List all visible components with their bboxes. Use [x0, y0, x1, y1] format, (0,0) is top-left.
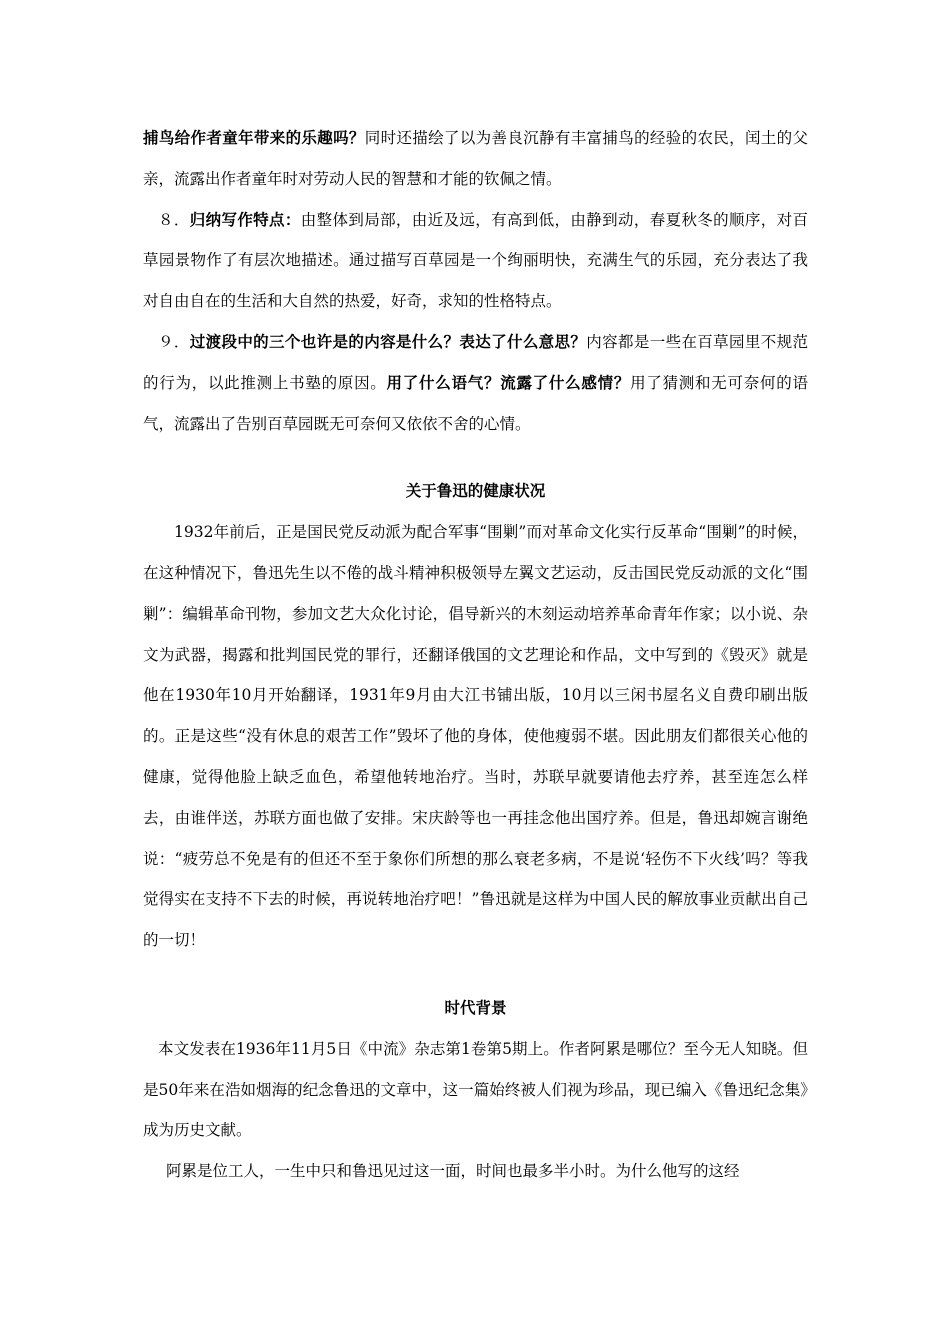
question-2-bold: 用了什么语气？流露了什么感情？	[386, 372, 631, 392]
section-title-health: 关于鲁迅的健康状况	[405, 481, 546, 501]
section-background-body-2: 阿累是位工人，一生中只和鲁迅见过这一面，时间也最多半小时。为什么他写的这经	[166, 1162, 740, 1181]
question-1-bold: 过渡段中的三个也许是的内容是什么？表达了什么意思？	[189, 331, 587, 351]
answer-2: 用了猜测和无可奈何的语气，流露出了告别百草园既无可奈何又依依不舍的心情。	[143, 373, 808, 433]
section-gap	[143, 961, 808, 988]
section-title-background: 时代背景	[444, 997, 507, 1017]
item-text: 由整体到局部，由近及远，有高到低，由静到动，春夏秋冬的顺序，对百草园景物作了有层次地描述。通过描写百草园是一个绚丽明快，充满生气的乐园，充分表达了我对自由自在的生活和大自然的热爱，好奇，求知的性格特点。	[143, 210, 808, 311]
item-label-bold: 归纳写作特点：	[189, 209, 301, 229]
answer-1: 内容都是一些在百草园里不规范的行为，以此推测上书塾的原因。	[143, 332, 808, 392]
section-background-body-1: 本文发表在1936年11月5日《中流》杂志第1卷第5期上。作者阿累是哪位？至今无人知晓。但是50年来在浩如烟海的纪念鲁迅的文章中，这一篇始终被人们视为珍品，现已编入《鲁迅纪念集》成为历史文献。	[143, 1039, 808, 1140]
section-health-body: 1932年前后，正是国民党反动派为配合军事“围剿”而对革命文化实行反革命“围剿”的时候，在这种情况下，鲁迅先生以不倦的战斗精神积极领导左翼文艺运动，反击国民党反动派的文化“围剿”：编辑革命刊物，参加文艺大众化讨论，倡导新兴的木刻运动培养革命青年作家；以小说、杂文为武器，揭露和批判国民党的罪行，还翻译俄国的文艺理论和作品，文中写到的《毁灭》就是他在1930年10月开始翻译，1931年9月由大江书铺出版，10月以三闲书屋名义自费印刷出版的。正是这些“没有休息的艰苦工作”毁坏了他的身体，使他瘦弱不堪。因此朋友们都很关心他的健康，觉得他脸上缺乏血色，希望他转地治疗。当时，苏联早就要请他去疗养，甚至连怎么样去，由谁伴送，苏联方面也做了安排。宋庆龄等也一再挂念他出国疗养。但是，鲁迅却婉言谢绝说：“疲劳总不免是有的但还不至于象你们所想的那么衰老多病，不是说‘轻伤不下火线’吗？等我觉得实在支持不下去的时候，再说转地治疗吧！”鲁迅就是这样为中国人民的解放事业贡献出自己的一切！	[143, 523, 808, 950]
section-gap	[143, 444, 808, 471]
item-number: ９．	[158, 332, 190, 351]
document-page	[143, 118, 808, 1192]
paragraph-7-continuation	[143, 118, 808, 200]
question-bold: 捕鸟给作者童年带来的乐趣吗？	[143, 128, 365, 147]
item-number: ８．	[158, 210, 190, 229]
paragraph-9	[143, 322, 808, 444]
paragraph-8	[143, 200, 808, 322]
answer-text: 同时还描绘了以为善良沉静有丰富捕鸟的经验的农民，闰土的父亲，流露出作者童年时对劳动人民的智慧和才能的钦佩之情。	[143, 129, 808, 188]
